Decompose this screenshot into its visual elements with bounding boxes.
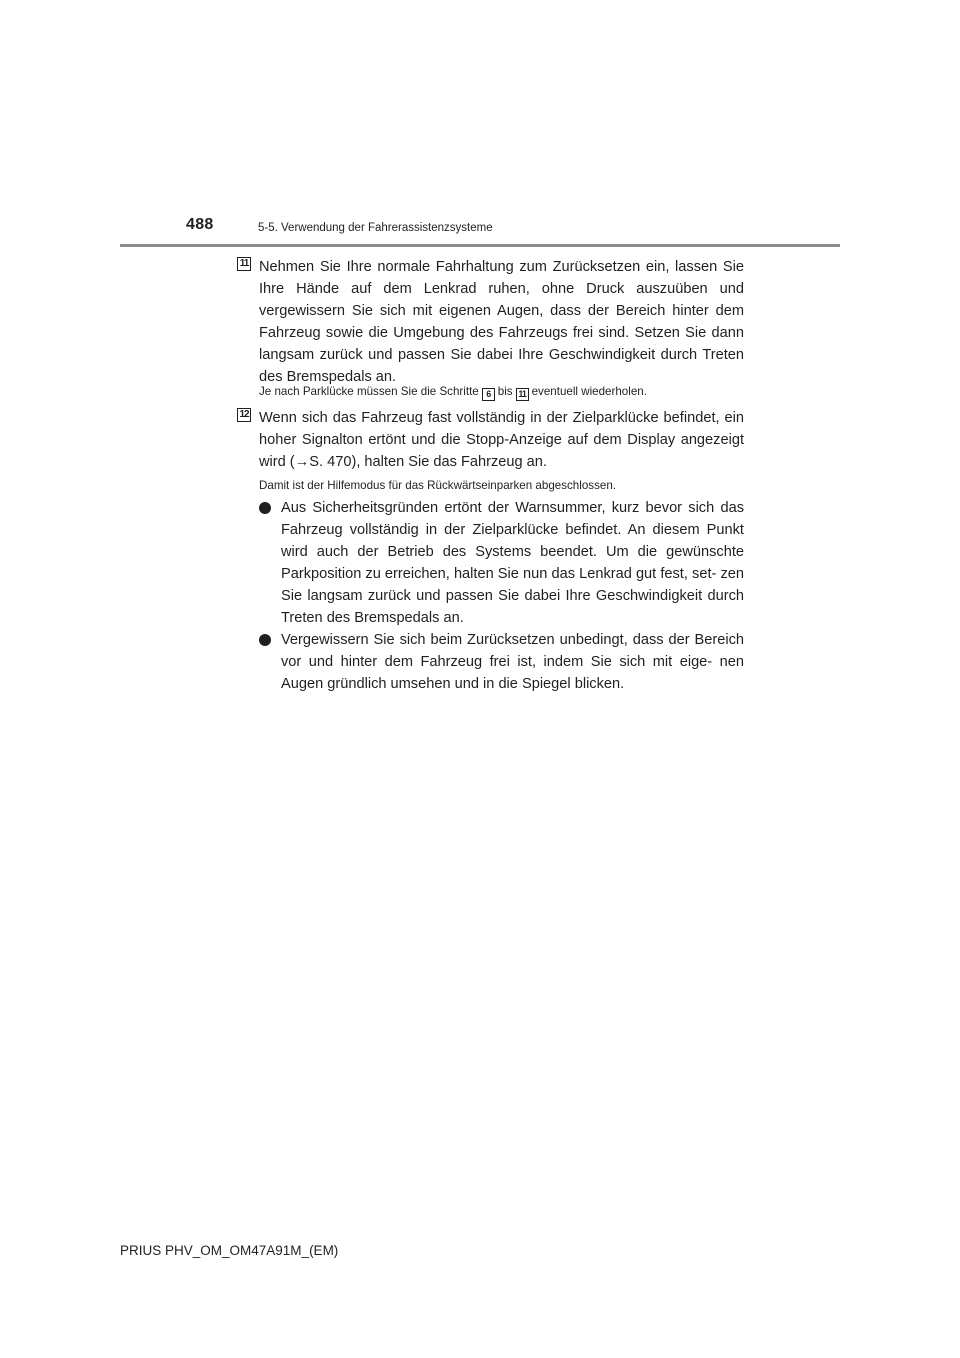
bullet-item — [259, 497, 744, 629]
section-title: 5-5. Verwendung der Fahrerassistenzsysteme — [258, 222, 493, 234]
step-text: Wenn sich das Fahrzeug fast vollständig in der Zielparklücke befindet, ein hoher Signalton ertönt und die Stopp-Anzeige auf dem Display angezeigt wird (→S. 470), halten Sie das Fahrzeug an. — [259, 410, 744, 470]
step-12-note: Damit ist der Hilfemodus für das Rückwärtseinparken abgeschlossen. — [259, 479, 616, 492]
step-number-badge: 12 — [237, 408, 251, 422]
note-text-after: eventuell wiederholen. — [531, 385, 647, 398]
step-12 — [237, 407, 744, 473]
step-text: Nehmen Sie Ihre normale Fahrhaltung zum Zurücksetzen ein, lassen Sie Ihre Hände auf dem Lenkrad ruhen, ohne Druck auszuüben und vergewissern Sie sich mit eigenen Augen, dass der Bereich hinter dem Fahrzeug sowie die Umgebung des Fahrzeugs frei sind. Setzen Sie dann langsam zurück und passen Sie dabei Ihre Geschwindigkeit durch Treten des Bremspedals an. — [259, 259, 744, 385]
step-ref-badge-6: 6 — [482, 388, 495, 401]
bullet-dot-icon — [259, 634, 271, 646]
header-rule — [120, 244, 840, 247]
step-number-badge: 11 — [237, 257, 251, 271]
note-text-before: Je nach Parklücke müssen Sie die Schritte — [259, 385, 479, 398]
note-text-middle: bis — [497, 385, 513, 398]
footer-doc-id: PRIUS PHV_OM_OM47A91M_(EM) — [120, 1243, 339, 1258]
bullet-item — [259, 629, 744, 695]
page-number: 488 — [186, 216, 214, 233]
bullet-text: Vergewissern Sie sich beim Zurücksetzen unbedingt, dass der Bereich vor und hinter dem Fahrzeug frei ist, indem Sie sich mit eige- nen Augen gründlich umsehen und in die Spiegel blicken. — [281, 632, 744, 692]
step-11 — [237, 256, 744, 388]
bullet-text: Aus Sicherheitsgründen ertönt der Warnsummer, kurz bevor sich das Fahrzeug vollständig in der Zielparklücke befindet. An diesem Punkt wird auch der Betrieb des Systems beendet. Um die gewünschte Parkposition zu erreichen, halten Sie nun das Lenkrad gut fest, set- zen Sie langsam zurück und passen Sie dabei Ihre Geschwindigkeit durch Treten des Bremspedals an. — [281, 500, 744, 626]
step-11-note — [259, 384, 744, 401]
bullet-dot-icon — [259, 502, 271, 514]
step-ref-badge-11: 11 — [516, 388, 529, 401]
